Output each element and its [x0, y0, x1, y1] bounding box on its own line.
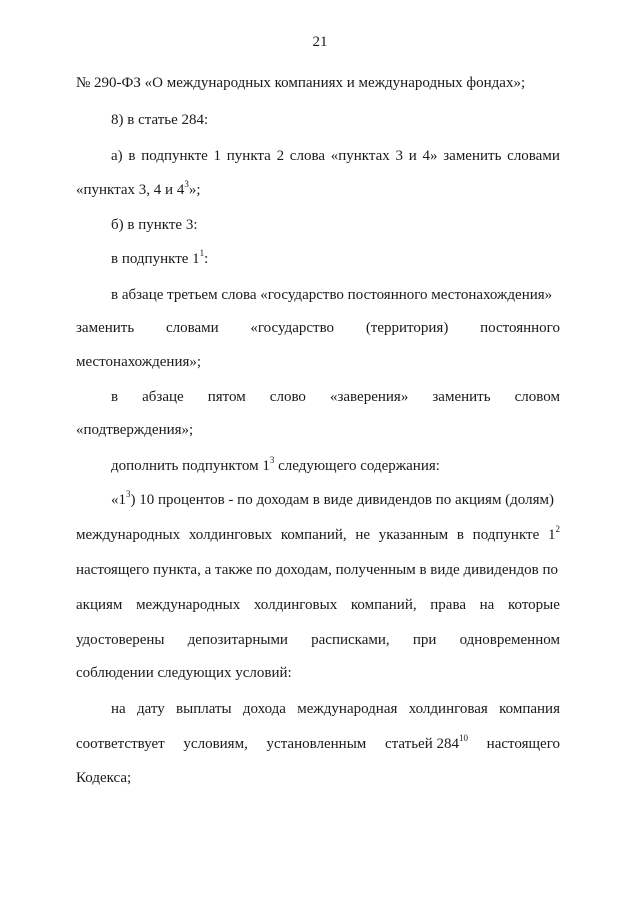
- word: компаний,: [350, 597, 417, 613]
- word: а): [111, 148, 123, 164]
- word: расписками,: [311, 632, 390, 648]
- text-line-18: соблюдении следующих условий:: [76, 665, 292, 681]
- word: международных: [76, 527, 181, 543]
- text-line-10: [111, 387, 560, 407]
- word: в: [128, 148, 136, 164]
- text-fragment: следующего содержания:: [274, 458, 440, 474]
- text-fragment: «пунктах 3, 4 и 4: [76, 182, 185, 198]
- word: слова: [289, 148, 325, 164]
- word: [548, 525, 560, 545]
- word: «заверения»: [329, 389, 409, 405]
- word: акциям: [76, 597, 123, 613]
- text-line-4: [76, 180, 560, 200]
- word: в: [456, 527, 464, 543]
- text-line-5: б) в пункте 3:: [111, 217, 198, 233]
- text-line-16: [76, 595, 560, 615]
- text-line-9: местонахождения»;: [76, 354, 202, 370]
- text-fragment: 1: [547, 527, 556, 543]
- word: пункта: [226, 148, 271, 164]
- text-line-2: 8) в статье 284:: [111, 112, 209, 128]
- word: международная: [297, 701, 398, 717]
- text-fragment: настоящего: [486, 736, 560, 752]
- text-fragment: условиям,: [183, 736, 248, 752]
- word: удостоверены: [76, 632, 165, 648]
- text-fragment: »;: [188, 182, 201, 198]
- text-line-20: [76, 734, 560, 754]
- word: холдинговых: [253, 597, 338, 613]
- superscript: 3: [184, 179, 189, 189]
- text-fragment: :: [204, 251, 209, 267]
- text-fragment: [385, 734, 468, 754]
- word: 3: [395, 148, 403, 164]
- text-fragment: в подпункте 1: [111, 251, 200, 267]
- text-line-13: [111, 490, 560, 510]
- text-fragment: установленным: [266, 736, 367, 752]
- word: заменить: [443, 148, 502, 164]
- text-fragment: соответствует: [76, 736, 165, 752]
- word: на: [479, 597, 495, 613]
- text-line-6: [111, 249, 560, 269]
- word: словами: [507, 148, 560, 164]
- superscript: 3: [269, 455, 275, 465]
- text-fragment: «1: [111, 492, 126, 508]
- word: холдинговая: [408, 701, 488, 717]
- word: заменить: [432, 389, 491, 405]
- word: дохода: [242, 701, 286, 717]
- word: «пунктах: [330, 148, 390, 164]
- word: указанным: [378, 527, 449, 543]
- word: «государство: [250, 320, 335, 336]
- text-line-15: настоящего пункта, а также по доходам, полученным в виде дивидендов по: [76, 562, 559, 578]
- word: международных: [136, 597, 241, 613]
- word: пятом: [207, 389, 246, 405]
- word: 2: [276, 148, 285, 164]
- word: 4»: [422, 148, 438, 164]
- word: постоянного: [480, 320, 560, 336]
- word: депозитарными: [187, 632, 288, 648]
- word: компания: [499, 701, 560, 717]
- text-line-17: [76, 630, 560, 650]
- text-line-3: [111, 146, 560, 166]
- text-fragment: ) 10 процентов - по доходам в виде дивидендов по акциям (долям): [130, 492, 554, 508]
- text-line-21: Кодекса;: [76, 770, 132, 786]
- word: права: [430, 597, 466, 613]
- superscript: 1: [199, 248, 205, 258]
- text-line-19: [111, 699, 560, 719]
- word: 1: [213, 148, 222, 164]
- word: слово: [269, 389, 306, 405]
- word: словом: [514, 389, 560, 405]
- word: абзаце: [142, 389, 184, 405]
- word: в: [111, 389, 119, 405]
- text-line-12: [111, 456, 560, 476]
- superscript: 2: [555, 524, 560, 534]
- superscript: 10: [458, 733, 468, 743]
- word: выплаты: [176, 701, 232, 717]
- word: и: [408, 148, 417, 164]
- word: одновременном: [459, 632, 560, 648]
- word: которые: [508, 597, 560, 613]
- word: при: [412, 632, 437, 648]
- word: дату: [136, 701, 165, 717]
- superscript: 3: [126, 489, 131, 499]
- word: не: [355, 527, 371, 543]
- word: подпункте: [472, 527, 540, 543]
- text-fragment: статьей 284: [384, 736, 459, 752]
- word: компаний,: [280, 527, 347, 543]
- word: на: [111, 701, 126, 717]
- text-line-14: [76, 525, 560, 545]
- text-line-8: [76, 318, 560, 338]
- text-fragment: дополнить подпунктом 1: [111, 458, 270, 474]
- word: (территория): [365, 320, 449, 336]
- text-line-1: № 290-ФЗ «О международных компаниях и международных фондах»;: [76, 75, 526, 91]
- text-line-11: «подтверждения»;: [76, 422, 194, 438]
- word: холдинговых: [188, 527, 273, 543]
- word: заменить: [76, 320, 135, 336]
- text-line-7: в абзаце третьем слова «государство постоянного местонахождения»: [111, 287, 553, 303]
- page-number: 21: [312, 34, 328, 50]
- word: подпункте: [141, 148, 208, 164]
- word: словами: [165, 320, 219, 336]
